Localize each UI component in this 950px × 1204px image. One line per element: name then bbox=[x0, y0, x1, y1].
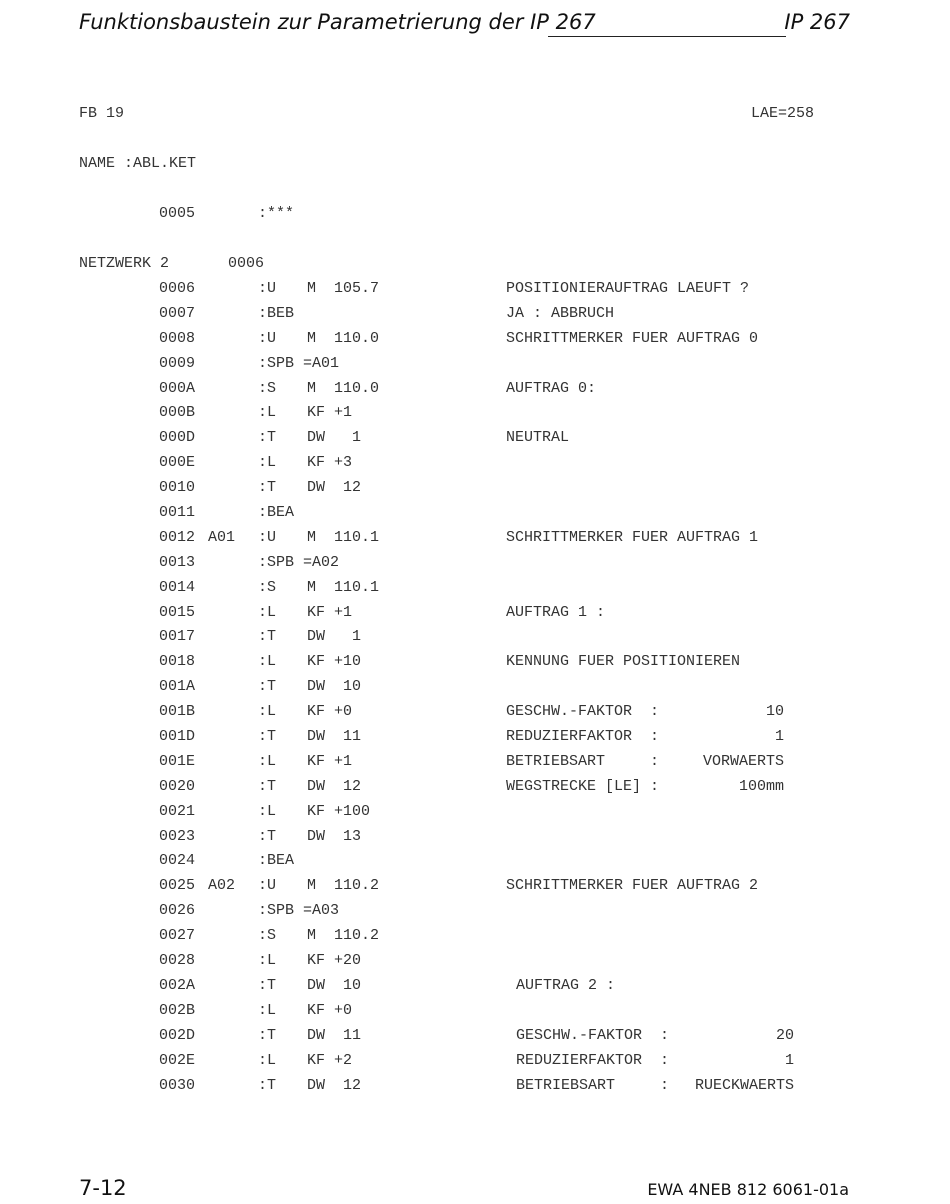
line-operation: :L bbox=[258, 454, 277, 472]
code-line bbox=[0, 649, 950, 674]
line-operation: :BEA bbox=[258, 504, 295, 522]
line-address: 0025 bbox=[159, 877, 196, 895]
line-operation: :L bbox=[258, 1051, 277, 1069]
code-line bbox=[0, 301, 950, 326]
code-line bbox=[0, 1048, 950, 1073]
line-comment: SCHRITTMERKER FUER AUFTRAG 2 bbox=[506, 877, 759, 895]
line-operand: M 110.1 bbox=[307, 578, 380, 596]
line-address: 002B bbox=[159, 1001, 196, 1019]
line-operand: KF +2 bbox=[307, 1051, 353, 1069]
code-line bbox=[0, 425, 950, 450]
line-operand: M 110.2 bbox=[307, 927, 380, 945]
line-operation: :T bbox=[258, 429, 277, 447]
code-line bbox=[0, 998, 950, 1023]
line-comment: BETRIEBSART : bbox=[506, 752, 660, 770]
line-comment: NEUTRAL bbox=[506, 429, 570, 447]
line-comment: REDUZIERFAKTOR : bbox=[506, 728, 660, 746]
line-operand: DW 12 bbox=[307, 479, 362, 497]
line-address: 0024 bbox=[159, 852, 196, 870]
first-operation: :*** bbox=[258, 205, 295, 222]
line-address: 0010 bbox=[159, 479, 196, 497]
line-operation: :T bbox=[258, 827, 277, 845]
header-rule bbox=[548, 36, 786, 37]
line-operation: :T bbox=[258, 777, 277, 795]
line-address: 0009 bbox=[159, 354, 196, 372]
line-address: 0018 bbox=[159, 653, 196, 671]
code-line bbox=[0, 575, 950, 600]
line-comment: KENNUNG FUER POSITIONIEREN bbox=[506, 653, 741, 671]
code-line bbox=[0, 749, 950, 774]
line-address: 000E bbox=[159, 454, 196, 472]
line-operand: M 110.0 bbox=[307, 329, 380, 347]
line-operation: :T bbox=[258, 1076, 277, 1094]
line-address: 0020 bbox=[159, 777, 196, 795]
line-address: 0030 bbox=[159, 1076, 196, 1094]
header-tag: IP 267 bbox=[784, 10, 850, 34]
line-operand: KF +20 bbox=[307, 952, 362, 970]
line-address: 001A bbox=[159, 678, 196, 696]
block-id: FB 19 bbox=[79, 105, 125, 122]
line-operand: M 110.0 bbox=[307, 379, 380, 397]
line-comment-value: 100mm bbox=[738, 777, 784, 795]
line-address: 0026 bbox=[159, 902, 196, 920]
line-operation: :T bbox=[258, 628, 277, 646]
line-operand: KF +1 bbox=[307, 404, 353, 422]
line-operation: :T bbox=[258, 479, 277, 497]
line-operand: KF +1 bbox=[307, 603, 353, 621]
code-line bbox=[0, 774, 950, 799]
line-address: 0014 bbox=[159, 578, 196, 596]
line-operation: :U bbox=[258, 877, 277, 895]
line-comment: WEGSTRECKE [LE] : bbox=[506, 777, 660, 795]
line-address: 000A bbox=[159, 379, 196, 397]
line-address: 002D bbox=[159, 1026, 196, 1044]
line-comment: AUFTRAG 0: bbox=[506, 379, 597, 397]
line-operation: :S bbox=[258, 379, 277, 397]
line-address: 0015 bbox=[159, 603, 196, 621]
line-operation: :U bbox=[258, 329, 277, 347]
line-address: 0027 bbox=[159, 927, 196, 945]
line-comment: GESCHW.-FAKTOR : bbox=[506, 703, 660, 721]
code-line bbox=[0, 600, 950, 625]
line-address: 0012 bbox=[159, 528, 196, 546]
code-line bbox=[0, 848, 950, 873]
line-operand: KF +1 bbox=[307, 752, 353, 770]
code-line bbox=[0, 1073, 950, 1098]
line-comment: AUFTRAG 2 : bbox=[516, 976, 616, 994]
network-label: NETZWERK 2 bbox=[79, 255, 170, 272]
code-line bbox=[0, 351, 950, 376]
code-line bbox=[0, 376, 950, 401]
line-operation: :BEB bbox=[258, 304, 295, 322]
code-line bbox=[0, 276, 950, 301]
line-operation: :L bbox=[258, 404, 277, 422]
code-line bbox=[0, 873, 950, 898]
code-line bbox=[0, 525, 950, 550]
line-operation: :L bbox=[258, 653, 277, 671]
code-line bbox=[0, 948, 950, 973]
code-line bbox=[0, 624, 950, 649]
code-listing bbox=[0, 276, 950, 1097]
line-operation: :L bbox=[258, 1001, 277, 1019]
line-operand: DW 13 bbox=[307, 827, 362, 845]
line-address: 000D bbox=[159, 429, 196, 447]
code-line bbox=[0, 824, 950, 849]
code-line bbox=[0, 326, 950, 351]
line-address: 0006 bbox=[159, 280, 196, 297]
block-name: NAME :ABL.KET bbox=[79, 155, 197, 172]
line-comment: REDUZIERFAKTOR : bbox=[516, 1051, 670, 1069]
line-operation: :S bbox=[258, 927, 277, 945]
line-operand: DW 12 bbox=[307, 1076, 362, 1094]
code-line bbox=[0, 450, 950, 475]
line-address: 0013 bbox=[159, 553, 196, 571]
line-address: 001B bbox=[159, 703, 196, 721]
line-comment: AUFTRAG 1 : bbox=[506, 603, 606, 621]
line-operation: :T bbox=[258, 728, 277, 746]
code-line bbox=[0, 898, 950, 923]
network-address: 0006 bbox=[228, 255, 265, 272]
line-operand: DW 11 bbox=[307, 728, 362, 746]
line-address: 002A bbox=[159, 976, 196, 994]
line-address: 0008 bbox=[159, 329, 196, 347]
line-comment: BETRIEBSART : bbox=[516, 1076, 670, 1094]
code-line bbox=[0, 724, 950, 749]
line-operand: DW 12 bbox=[307, 777, 362, 795]
line-operand: M 110.2 bbox=[307, 877, 380, 895]
line-operation: :T bbox=[258, 678, 277, 696]
line-operation: :BEA bbox=[258, 852, 295, 870]
line-comment-value: 10 bbox=[765, 703, 784, 721]
line-operand: DW 10 bbox=[307, 678, 362, 696]
line-address: 0021 bbox=[159, 802, 196, 820]
line-address: 001E bbox=[159, 752, 196, 770]
line-operation: :L bbox=[258, 752, 277, 770]
line-address: 0028 bbox=[159, 952, 196, 970]
code-line bbox=[0, 1023, 950, 1048]
line-operation: :L bbox=[258, 802, 277, 820]
block-length: LAE=258 bbox=[750, 105, 814, 122]
line-operation: :L bbox=[258, 603, 277, 621]
line-comment-value: 20 bbox=[775, 1026, 794, 1044]
line-operand: KF +100 bbox=[307, 802, 371, 820]
line-operand: M 110.1 bbox=[307, 528, 380, 546]
first-address: 0005 bbox=[159, 205, 196, 222]
line-label: A02 bbox=[208, 877, 236, 895]
line-address: 000B bbox=[159, 404, 196, 422]
line-comment-value: 1 bbox=[784, 1051, 794, 1069]
line-label: A01 bbox=[208, 528, 236, 546]
code-line bbox=[0, 923, 950, 948]
line-operation: :U bbox=[258, 528, 277, 546]
line-comment: GESCHW.-FAKTOR : bbox=[516, 1026, 670, 1044]
line-address: 0017 bbox=[159, 628, 196, 646]
line-comment: POSITIONIERAUFTRAG LAEUFT ? bbox=[506, 280, 750, 297]
line-operand: DW 1 bbox=[307, 429, 362, 447]
code-line bbox=[0, 400, 950, 425]
line-comment-value: 1 bbox=[774, 728, 784, 746]
line-comment-value: VORWAERTS bbox=[702, 752, 784, 770]
line-comment: SCHRITTMERKER FUER AUFTRAG 1 bbox=[506, 528, 759, 546]
line-address: 0007 bbox=[159, 304, 196, 322]
line-address: 001D bbox=[159, 728, 196, 746]
page-title: Funktionsbaustein zur Parametrierung der IP 267 bbox=[79, 10, 596, 34]
line-operand: KF +3 bbox=[307, 454, 353, 472]
line-address: 0011 bbox=[159, 504, 196, 522]
code-line bbox=[0, 799, 950, 824]
line-operation: :T bbox=[258, 1026, 277, 1044]
line-operation: :L bbox=[258, 703, 277, 721]
line-operand: KF +0 bbox=[307, 1001, 353, 1019]
page-number: 7-12 bbox=[79, 1176, 127, 1200]
code-line bbox=[0, 550, 950, 575]
line-operand: KF +10 bbox=[307, 653, 362, 671]
code-line bbox=[0, 973, 950, 998]
line-operation: :SPB =A03 bbox=[258, 902, 340, 920]
line-operation: :S bbox=[258, 578, 277, 596]
line-operation: :SPB =A01 bbox=[258, 354, 340, 372]
code-line bbox=[0, 475, 950, 500]
code-line bbox=[0, 500, 950, 525]
line-comment: SCHRITTMERKER FUER AUFTRAG 0 bbox=[506, 329, 759, 347]
line-operand: DW 11 bbox=[307, 1026, 362, 1044]
line-operand: DW 1 bbox=[307, 628, 362, 646]
line-operation: :T bbox=[258, 976, 277, 994]
line-operand: KF +0 bbox=[307, 703, 353, 721]
line-operation: :SPB =A02 bbox=[258, 553, 340, 571]
page-header bbox=[79, 10, 850, 40]
line-comment: JA : ABBRUCH bbox=[506, 304, 615, 322]
code-line bbox=[0, 674, 950, 699]
line-address: 0023 bbox=[159, 827, 196, 845]
line-operation: :L bbox=[258, 952, 277, 970]
line-operand: DW 10 bbox=[307, 976, 362, 994]
line-address: 002E bbox=[159, 1051, 196, 1069]
document-id: EWA 4NEB 812 6061-01a bbox=[647, 1180, 849, 1199]
line-operand: M 105.7 bbox=[307, 280, 380, 297]
line-operation: :U bbox=[258, 280, 277, 297]
code-line bbox=[0, 699, 950, 724]
line-comment-value: RUECKWAERTS bbox=[694, 1076, 794, 1094]
